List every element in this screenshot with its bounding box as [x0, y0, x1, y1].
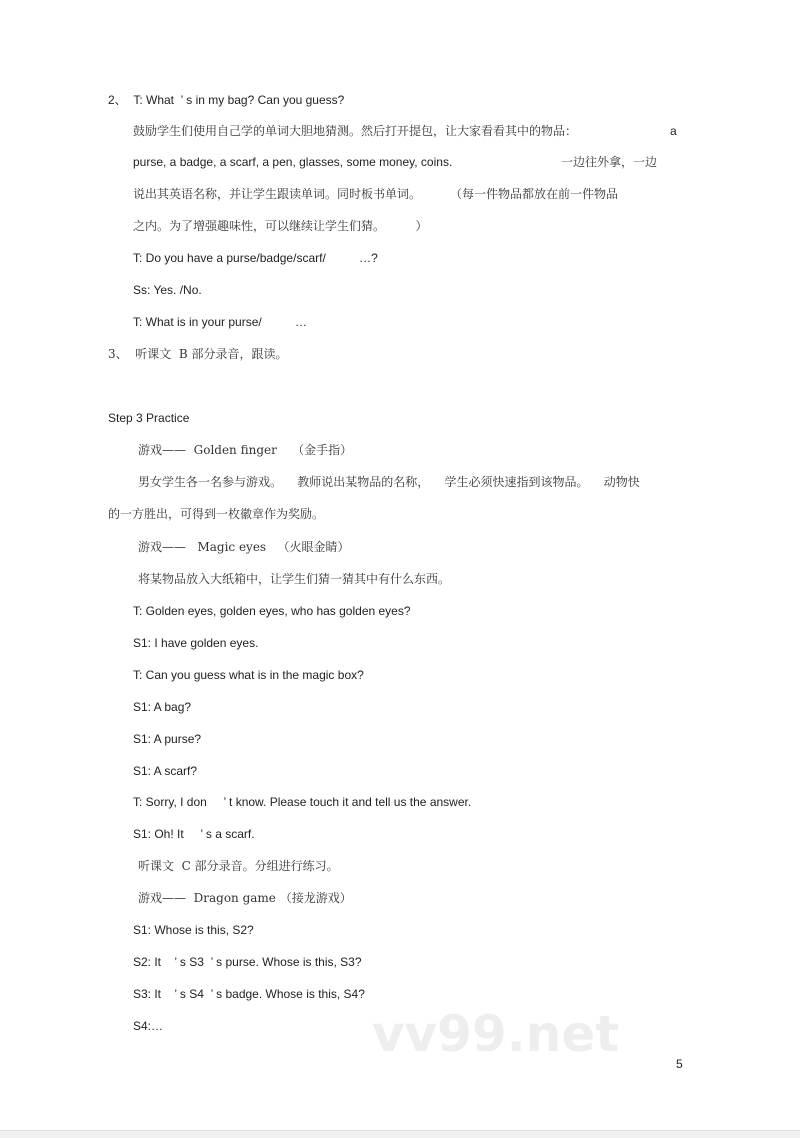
paragraph-line: （每一件物品都放在前一件物品	[450, 187, 619, 201]
game-title: 游戏—— Dragon game （接龙游戏）	[138, 891, 352, 905]
dialogue-line: S1: Oh! It ’ s a scarf.	[133, 827, 255, 841]
dialogue-line: S3: It ’ s S4 ’ s badge. Whose is this, S4?	[133, 987, 365, 1001]
dialogue-line: S2: It ’ s S3 ’ s purse. Whose is this, S3?	[133, 955, 362, 969]
paragraph-line: 的一方胜出，可得到一枚徽章作为奖励。	[108, 507, 325, 521]
page-number: 5	[676, 1057, 683, 1071]
paragraph-line: a	[670, 124, 677, 138]
watermark: vv99.net	[372, 1005, 620, 1063]
dialogue-line: T: Do you have a purse/badge/scarf/ …?	[133, 251, 378, 265]
game-title: 游戏—— Golden finger （金手指）	[138, 443, 353, 457]
section-heading: Step 3 Practice	[108, 411, 190, 425]
dialogue-line: T: Golden eyes, golden eyes, who has golden eyes?	[133, 604, 411, 618]
item-2-heading: 2、 T: What ’ s in my bag? Can you guess?	[108, 93, 345, 107]
dialogue-line: S1: A bag?	[133, 700, 192, 714]
dialogue-line: S1: I have golden eyes.	[133, 636, 259, 650]
dialogue-line: S1: A scarf?	[133, 764, 198, 778]
paragraph-line: 说出其英语名称，并让学生跟读单词。同时板书单词。	[133, 187, 422, 201]
item-3-heading: 3、 听课文 B 部分录音，跟读。	[108, 347, 288, 361]
dialogue-line: T: What is in your purse/ …	[133, 315, 308, 329]
paragraph-line: 男女学生各一名参与游戏。 教师说出某物品的名称， 学生必须快速指到该物品。 动物快	[138, 475, 640, 489]
dialogue-line: T: Sorry, I don ’ t know. Please touch it and tell us the answer.	[133, 795, 472, 809]
paragraph-line: 一边往外拿，一边	[561, 155, 658, 169]
paragraph-line: purse, a badge, a scarf, a pen, glasses, some money, coins.	[133, 155, 453, 169]
dialogue-line: S1: A purse?	[133, 732, 202, 746]
game-title: 游戏—— Magic eyes （火眼金睛）	[138, 540, 350, 554]
paragraph-line: 鼓励学生们使用自己学的单词大胆地猜测。然后打开提包，让大家看看其中的物品：	[133, 124, 578, 138]
dialogue-line: Ss: Yes. /No.	[133, 283, 202, 297]
paragraph-line: 将某物品放入大纸箱中，让学生们猜一猜其中有什么东西。	[138, 572, 451, 586]
paragraph-line: 听课文 C 部分录音。分组进行练习。	[138, 859, 339, 873]
dialogue-line: T: Can you guess what is in the magic box?	[133, 668, 364, 682]
paragraph-line: 之内。为了增强趣味性，可以继续让学生们猜。 ）	[133, 219, 428, 233]
dialogue-line: S1: Whose is this, S2?	[133, 923, 254, 937]
dialogue-line: S4:…	[133, 1019, 164, 1033]
